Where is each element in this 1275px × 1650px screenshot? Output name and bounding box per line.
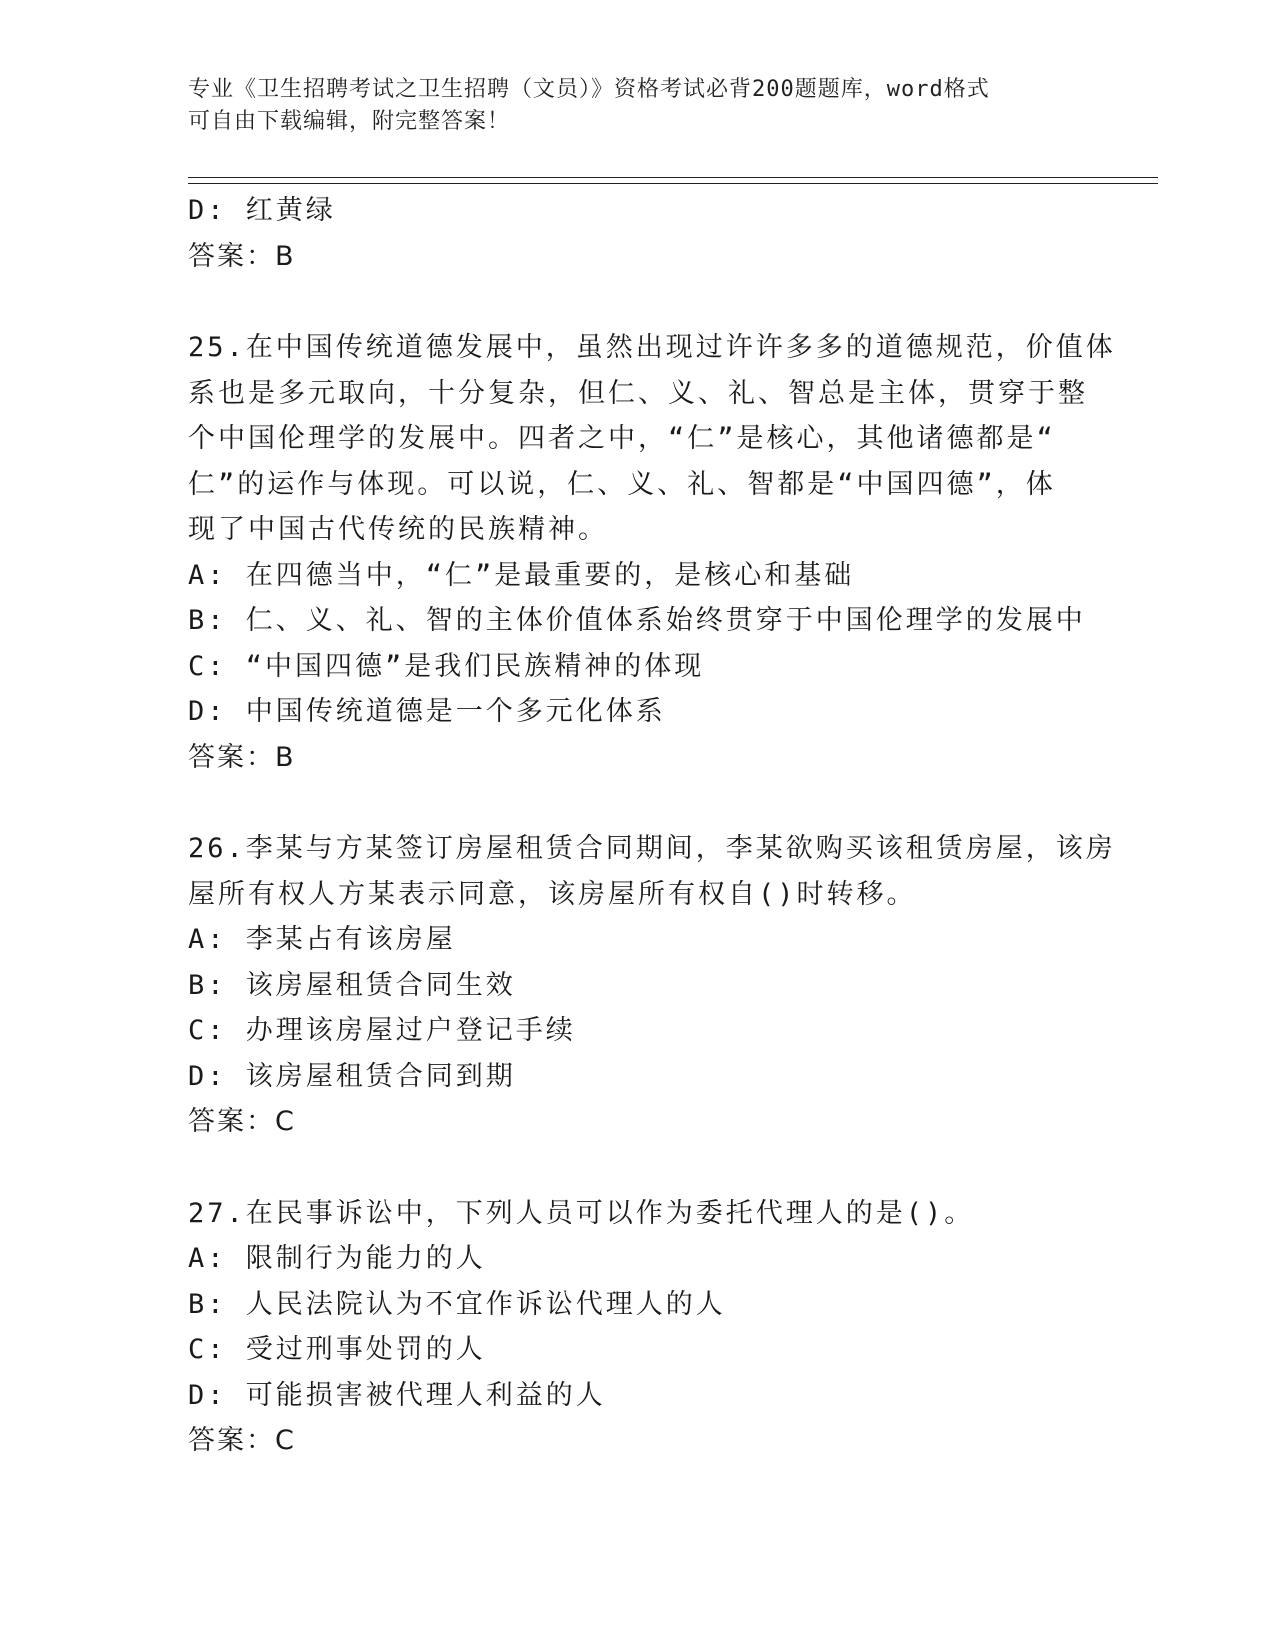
- option-a: A: 李某占有该房屋: [188, 924, 456, 955]
- answer-line: 答案：C: [188, 1425, 296, 1456]
- option-d: D: 该房屋租赁合同到期: [188, 1060, 516, 1092]
- question-content: [188, 188, 1116, 1510]
- stem-line: 个中国伦理学的发展中。四者之中，“仁”是核心，其他诸德都是“: [188, 423, 1056, 454]
- stem-line: 26.李某与方某签订房屋租赁合同期间，李某欲购买该租赁房屋，该房: [188, 833, 1116, 864]
- question-27: [188, 1191, 1088, 1464]
- option-c: C: 办理该房屋过户登记手续: [188, 1015, 576, 1046]
- option-c: C: “中国四德”是我们民族精神的体现: [188, 650, 705, 682]
- question-stem: [188, 826, 1116, 917]
- document-header: [188, 74, 1088, 138]
- question-25: [188, 325, 1116, 780]
- header-line-1: 专业《卫生招聘考试之卫生招聘（文员）》资格考试必背200题题库，word格式: [188, 77, 990, 102]
- question-stem: [188, 1191, 1088, 1237]
- header-line-2: 可自由下载编辑，附完整答案！: [188, 109, 511, 134]
- option-a: A: 在四德当中，“仁”是最重要的，是核心和基础: [188, 559, 855, 591]
- stem-line: 系也是多元取向，十分复杂，但仁、义、礼、智总是主体，贯穿于整: [188, 377, 1088, 409]
- answer-line: 答案：C: [188, 1106, 296, 1137]
- option-d: D: 可能损害被代理人利益的人: [188, 1379, 606, 1411]
- option-b: B: 仁、义、礼、智的主体价值体系始终贯穿于中国伦理学的发展中: [188, 605, 1086, 636]
- stem-line: 现了中国古代传统的民族精神。: [188, 514, 608, 545]
- header-divider-top: [188, 177, 1158, 178]
- stem-line: 25.在中国传统道德发展中，虽然出现过许许多多的道德规范，价值体: [188, 332, 1116, 363]
- option-b: B: 人民法院认为不宜作诉讼代理人的人: [188, 1288, 726, 1320]
- previous-question-fragment: [188, 188, 1088, 279]
- question-26: [188, 826, 1116, 1145]
- answer-line: 答案：B: [188, 741, 296, 773]
- option-d: D: 红黄绿: [188, 195, 336, 226]
- question-stem: [188, 325, 1116, 553]
- option-b: B: 该房屋租赁合同生效: [188, 969, 516, 1001]
- option-c: C: 受过刑事处罚的人: [188, 1334, 486, 1365]
- stem-line: 27.在民事诉讼中，下列人员可以作为委托代理人的是()。: [188, 1197, 975, 1229]
- option-d: D: 中国传统道德是一个多元化体系: [188, 696, 666, 727]
- option-a: A: 限制行为能力的人: [188, 1243, 486, 1274]
- stem-line: 仁”的运作与体现。可以说，仁、义、礼、智都是“中国四德”，体: [188, 468, 1056, 500]
- header-divider-bottom: [188, 183, 1158, 184]
- answer-line: 答案：B: [188, 240, 296, 272]
- stem-line: 屋所有权人方某表示同意，该房屋所有权自()时转移。: [188, 878, 917, 910]
